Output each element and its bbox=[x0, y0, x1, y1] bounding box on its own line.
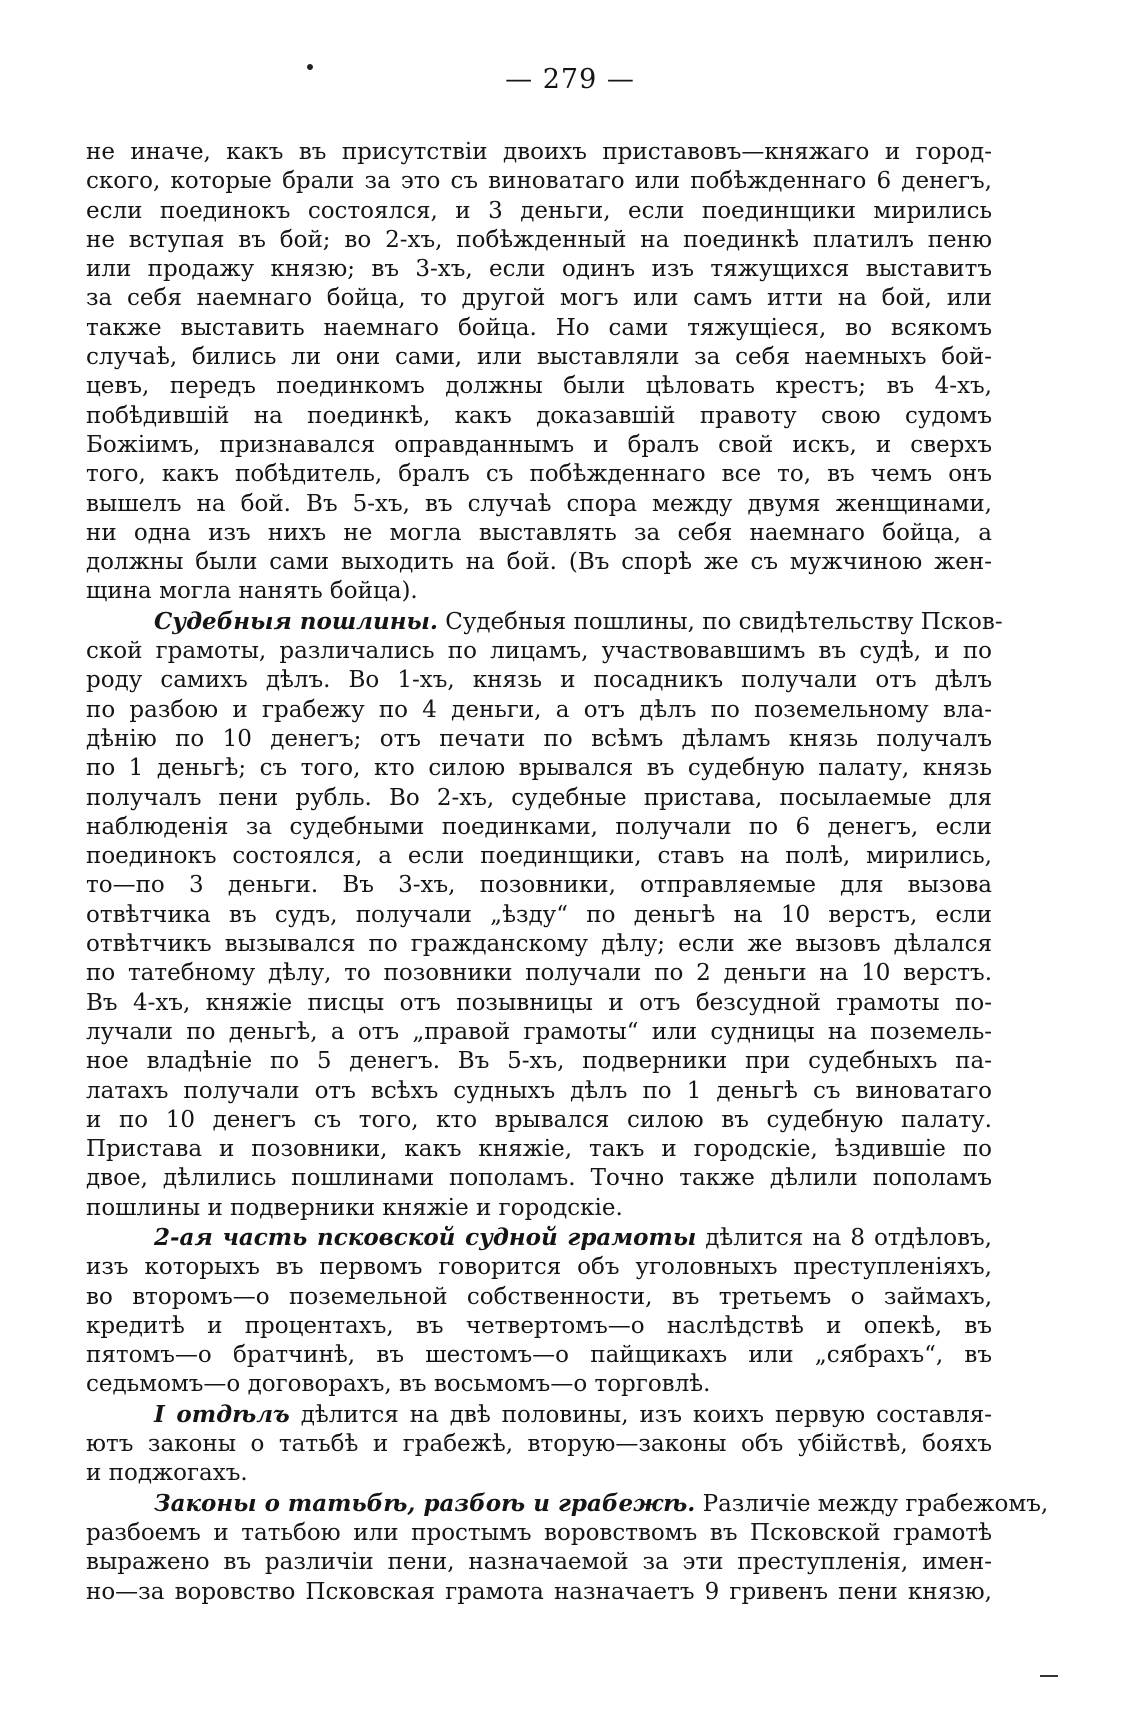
paragraph-part-two bbox=[86, 1223, 992, 1400]
text-line: то—по 3 деньги. Въ 3-хъ, позовники, отправляемые для вызова bbox=[86, 872, 992, 899]
text-line: изъ которыхъ въ первомъ говорится объ уголовныхъ преступленіяхъ, bbox=[86, 1254, 992, 1281]
text-line: Въ 4-хъ, княжіе писцы отъ позывницы и отъ безсудной грамоты по- bbox=[86, 989, 992, 1016]
text-line: по татебному дѣлу, то позовники получали по 2 деньги на 10 верстъ. bbox=[86, 960, 992, 987]
text-line: роду самихъ дѣлъ. Во 1-хъ, князь и посадникъ получали отъ дѣлъ bbox=[86, 667, 992, 694]
text-line: и по 10 денегъ съ того, кто врывался силою въ судебную палату. bbox=[86, 1106, 992, 1133]
text-line: отвѣтчикъ вызывался по гражданскому дѣлу; если же вызовъ дѣлался bbox=[86, 931, 992, 958]
text-line: по 1 деньгѣ; съ того, кто силою врывался въ судебную палату, князь bbox=[86, 755, 992, 782]
text-run: Судебныя пошлины, по свидѣтельству Псков- bbox=[437, 608, 1003, 635]
paragraph-theft-laws bbox=[86, 1489, 1049, 1607]
page-number: — 279 — bbox=[505, 64, 635, 95]
paragraph-duel-rules bbox=[86, 138, 992, 607]
text-run: Различіе между грабежомъ, bbox=[695, 1490, 1049, 1517]
text-line: за себя наемнаго бойца, то другой могъ или самъ итти на бой, или bbox=[86, 285, 992, 312]
text-run: дѣлится на двѣ половины, изъ коихъ первую составля- bbox=[289, 1401, 992, 1428]
text-line: случаѣ, бились ли они сами, или выставляли за себя наемныхъ бой- bbox=[86, 344, 992, 371]
text-line: ютъ законы о татьбѣ и грабежѣ, вторую—законы объ убійствѣ, бояхъ bbox=[86, 1431, 992, 1458]
text-line: Пристава и позовники, какъ княжіе, такъ и городскіе, ѣздившіе по bbox=[86, 1136, 992, 1163]
text-line: отвѣтчика въ судъ, получали „ѣзду“ по деньгѣ на 10 верстъ, если bbox=[86, 901, 992, 928]
paragraph-heading: Законы о татьбѣ, разбоѣ и грабежѣ. bbox=[154, 1489, 696, 1517]
paragraph-court-fees bbox=[86, 607, 1003, 1223]
text-line: щина могла нанять бойца). bbox=[86, 578, 418, 605]
text-line: не вступая въ бой; во 2-хъ, побѣжденный на поединкѣ платилъ пеню bbox=[86, 226, 992, 253]
text-line: ской грамоты, различались по лицамъ, участвовавшимъ въ судѣ, и по bbox=[86, 638, 992, 665]
text-line: ни одна изъ нихъ не могла выставлять за себя наемнаго бойца, а bbox=[86, 519, 992, 546]
text-line: двое, дѣлились пошлинами пополамъ. Точно также дѣлили пополамъ bbox=[86, 1165, 992, 1192]
text-line: побѣдившій на поединкѣ, какъ доказавшій правоту свою судомъ bbox=[86, 402, 992, 429]
text-line: пятомъ—о братчинѣ, въ шестомъ—о пайщикахъ или „сябрахъ“, въ bbox=[86, 1342, 992, 1369]
text-line: дѣнію по 10 денегъ; отъ печати по всѣмъ дѣламъ князь получалъ bbox=[86, 725, 992, 752]
text-line: наблюденія за судебными поединками, получали по 6 денегъ, если bbox=[86, 813, 992, 840]
text-line bbox=[86, 1223, 992, 1253]
text-line: седьмомъ—о договорахъ, въ восьмомъ—о торговлѣ. bbox=[86, 1371, 711, 1398]
text-line bbox=[86, 1489, 1049, 1519]
text-line: ского, которые брали за это съ виноватаго или побѣжденнаго 6 денегъ, bbox=[86, 168, 992, 195]
text-line: вышелъ на бой. Въ 5-хъ, въ случаѣ спора между двумя женщинами, bbox=[86, 490, 992, 517]
text-line bbox=[86, 1400, 992, 1430]
text-line: выражено въ различіи пени, назначаемой за эти преступленія, имен- bbox=[86, 1549, 992, 1576]
text-line: но—за воровство Псковская грамота назначаетъ 9 гривенъ пени князю, bbox=[86, 1578, 992, 1605]
paragraph-heading: 2-ая часть псковской судной грамоты bbox=[154, 1223, 697, 1251]
text-line: пошлины и подверники княжіе и городскіе. bbox=[86, 1194, 623, 1221]
text-line: цевъ, передъ поединкомъ должны были цѣловать крестъ; въ 4-хъ, bbox=[86, 373, 992, 400]
text-line: получалъ пени рубль. Во 2-хъ, судебные пристава, посылаемые для bbox=[86, 784, 992, 811]
text-line: также выставить наемнаго бойца. Но сами тяжущіеся, во всякомъ bbox=[86, 314, 992, 341]
text-line: по разбою и грабежу по 4 деньги, а отъ дѣлъ по поземельному вла- bbox=[86, 696, 992, 723]
text-line: того, какъ побѣдитель, бралъ съ побѣжденнаго все то, въ чемъ онъ bbox=[86, 461, 992, 488]
text-line: во второмъ—о поземельной собственности, въ третьемъ о займахъ, bbox=[86, 1283, 992, 1310]
text-line: если поединокъ состоялся, и 3 деньги, если поединщики мирились bbox=[86, 197, 992, 224]
text-line: поединокъ состоялся, а если поединщики, ставъ на полѣ, мирились, bbox=[86, 843, 992, 870]
paragraph-section-one bbox=[86, 1400, 992, 1489]
paragraph-heading: Судебныя пошлины. bbox=[154, 607, 438, 635]
text-run: дѣлится на 8 отдѣловъ, bbox=[696, 1224, 992, 1251]
text-line: не иначе, какъ въ присутствіи двоихъ приставовъ—княжаго и город- bbox=[86, 139, 992, 165]
text-line bbox=[86, 607, 1003, 637]
text-line: лучали по деньгѣ, а отъ „правой грамоты“ или судницы на поземель- bbox=[86, 1018, 992, 1045]
text-line: ное владѣніе по 5 денегъ. Въ 5-хъ, подверники при судебныхъ па- bbox=[86, 1048, 992, 1075]
text-line: латахъ получали отъ всѣхъ судныхъ дѣлъ по 1 деньгѣ съ виноватаго bbox=[86, 1077, 992, 1104]
paragraph-heading: I отдѣлъ bbox=[154, 1400, 290, 1428]
text-line: кредитѣ и процентахъ, въ четвертомъ—о наслѣдствѣ и опекѣ, въ bbox=[86, 1312, 992, 1339]
margin-mark bbox=[1040, 1675, 1058, 1677]
text-line: должны были сами выходить на бой. (Въ спорѣ же съ мужчиною жен- bbox=[86, 549, 992, 576]
body-text bbox=[86, 138, 1049, 1607]
text-line: и поджогахъ. bbox=[86, 1460, 248, 1487]
text-line: или продажу князю; въ 3-хъ, если одинъ изъ тяжущихся выставитъ bbox=[86, 256, 992, 283]
text-line: Божіимъ, признавался оправданнымъ и бралъ свой искъ, и сверхъ bbox=[86, 431, 992, 458]
text-line: разбоемъ и татьбою или простымъ воровствомъ въ Псковской грамотѣ bbox=[86, 1519, 992, 1546]
